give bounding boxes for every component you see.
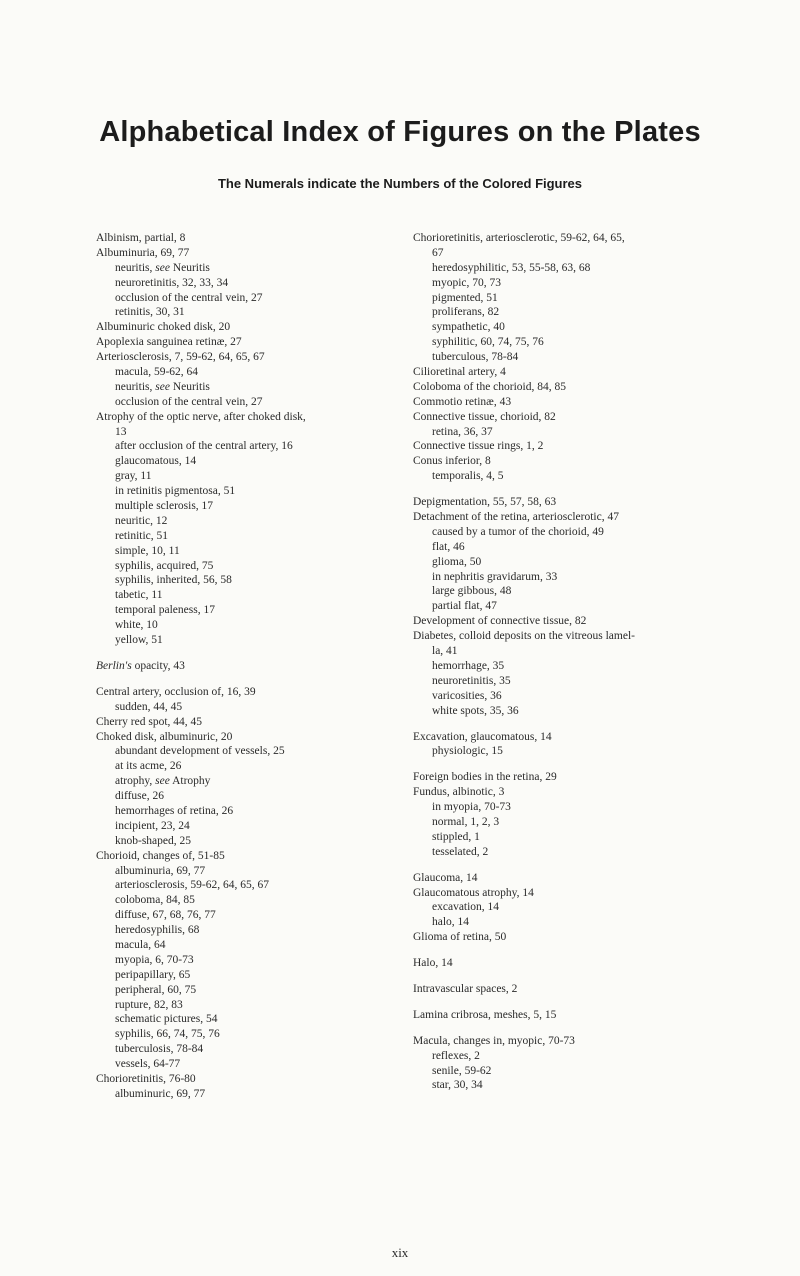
entry-text: normal, 1, 2, 3 xyxy=(432,815,500,828)
index-subentry xyxy=(96,395,406,410)
entry-text: after occlusion of the central artery, 16 xyxy=(115,440,293,453)
index-entry xyxy=(96,849,406,864)
index-subentry xyxy=(413,830,758,845)
index-subentry xyxy=(96,804,406,819)
index-subentry xyxy=(413,659,758,674)
index-subentry xyxy=(96,700,406,715)
entry-text: 67 xyxy=(432,246,444,259)
entry-gap xyxy=(413,945,758,956)
entry-text: flat, 46 xyxy=(432,540,465,553)
entry-text: neuritis, xyxy=(115,380,156,393)
index-entry xyxy=(413,1008,758,1023)
index-subentry xyxy=(413,915,758,930)
index-subentry xyxy=(96,1057,406,1072)
index-entry xyxy=(413,886,758,901)
index-subentry xyxy=(413,674,758,689)
entry-text: sympathetic, 40 xyxy=(432,321,505,334)
index-subentry xyxy=(96,1087,406,1102)
entry-text: sudden, 44, 45 xyxy=(115,700,183,713)
entry-text: pigmented, 51 xyxy=(432,291,498,304)
entry-text: in myopia, 70-73 xyxy=(432,801,511,814)
entry-text: Glioma of retina, 50 xyxy=(413,931,507,944)
index-subentry xyxy=(96,759,406,774)
index-entry xyxy=(413,770,758,785)
entry-gap xyxy=(413,971,758,982)
entry-text: coloboma, 84, 85 xyxy=(115,894,195,907)
entry-text: proliferans, 82 xyxy=(432,306,500,319)
entry-text: excavation, 14 xyxy=(432,901,500,914)
entry-text: Apoplexia sanguinea retinæ, 27 xyxy=(96,336,242,349)
index-subentry xyxy=(413,815,758,830)
entry-text: Coloboma of the chorioid, 84, 85 xyxy=(413,380,566,393)
index-entry xyxy=(413,614,758,629)
index-subentry xyxy=(413,1078,758,1093)
entry-text: Albuminuria, 69, 77 xyxy=(96,246,190,259)
entry-text: syphilis, acquired, 75 xyxy=(115,559,214,572)
entry-text: schematic pictures, 54 xyxy=(115,1013,218,1026)
index-subentry xyxy=(96,603,406,618)
entry-text: occlusion of the central vein, 27 xyxy=(115,395,263,408)
entry-text: reflexes, 2 xyxy=(432,1049,480,1062)
entry-text: Chorioid, changes of, 51-85 xyxy=(96,849,225,862)
entry-text: peripheral, 60, 75 xyxy=(115,983,197,996)
index-subentry xyxy=(413,335,758,350)
index-entry xyxy=(413,380,758,395)
entry-text: tuberculosis, 78-84 xyxy=(115,1043,204,1056)
entry-text: syphilis, inherited, 56, 58 xyxy=(115,574,232,587)
index-entry xyxy=(413,439,758,454)
entry-gap xyxy=(413,997,758,1008)
entry-text: atrophy, xyxy=(115,775,156,788)
entry-text: at its acme, 26 xyxy=(115,760,182,773)
index-subentry xyxy=(413,704,758,719)
index-subentry xyxy=(96,544,406,559)
entry-text: temporalis, 4, 5 xyxy=(432,470,504,483)
entry-text: neuroretinitis, 32, 33, 34 xyxy=(115,276,229,289)
entry-text: glaucomatous, 14 xyxy=(115,455,197,468)
index-subentry xyxy=(96,998,406,1013)
entry-text: Albinism, partial, 8 xyxy=(96,232,186,244)
entry-text: tesselated, 2 xyxy=(432,845,489,858)
entry-text: myopia, 6, 70-73 xyxy=(115,953,194,966)
entry-text: Connective tissue rings, 1, 2 xyxy=(413,440,544,453)
entry-gap xyxy=(96,648,406,659)
entry-text: hemorrhages of retina, 26 xyxy=(115,804,234,817)
entry-text: Detachment of the retina, arteriosclerotic, 47 xyxy=(413,511,619,524)
entry-text: Depigmentation, 55, 57, 58, 63 xyxy=(413,496,557,509)
entry-text: Macula, changes in, myopic, 70-73 xyxy=(413,1034,575,1047)
index-subentry xyxy=(96,633,406,648)
entry-text: abundant development of vessels, 25 xyxy=(115,745,285,758)
entry-text: incipient, 23, 24 xyxy=(115,819,190,832)
entry-text: macula, 64 xyxy=(115,938,166,951)
index-subentry xyxy=(96,499,406,514)
index-subentry xyxy=(413,246,758,261)
entry-text: glioma, 50 xyxy=(432,555,482,568)
index-subentry xyxy=(413,845,758,860)
index-entry xyxy=(413,956,758,971)
index-subentry xyxy=(96,819,406,834)
entry-text-after: Neuritis xyxy=(169,261,210,274)
entry-text: Halo, 14 xyxy=(413,957,453,970)
index-subentry xyxy=(413,525,758,540)
index-entry xyxy=(96,730,406,745)
entry-text: tabetic, 11 xyxy=(115,589,163,602)
index-subentry xyxy=(413,570,758,585)
index-subentry xyxy=(96,908,406,923)
index-column-left xyxy=(96,231,406,1102)
entry-text: white spots, 35, 36 xyxy=(432,704,519,717)
index-subentry xyxy=(96,789,406,804)
entry-text: Chorioretinitis, 76-80 xyxy=(96,1072,196,1085)
index-subentry xyxy=(96,454,406,469)
index-entry xyxy=(96,1072,406,1087)
index-entry xyxy=(96,685,406,700)
index-subentry xyxy=(96,1012,406,1027)
page-subtitle: The Numerals indicate the Numbers of the Colored Figures xyxy=(217,176,583,191)
entry-text: neuritic, 12 xyxy=(115,514,168,527)
entry-emphasis: see xyxy=(155,775,170,788)
entry-gap xyxy=(413,759,758,770)
entry-text: myopic, 70, 73 xyxy=(432,276,501,289)
index-subentry xyxy=(96,276,406,291)
entry-text: temporal paleness, 17 xyxy=(115,604,215,617)
entry-text: stippled, 1 xyxy=(432,830,480,843)
index-entry xyxy=(96,410,406,425)
entry-text: rupture, 82, 83 xyxy=(115,998,183,1011)
index-entry xyxy=(413,730,758,745)
index-subentry xyxy=(413,800,758,815)
index-entry xyxy=(413,785,758,800)
entry-emphasis: see xyxy=(155,380,170,393)
index-subentry xyxy=(413,900,758,915)
entry-text: Intravascular spaces, 2 xyxy=(413,982,518,995)
index-subentry xyxy=(96,380,406,395)
entry-text: macula, 59-62, 64 xyxy=(115,366,199,379)
index-subentry xyxy=(413,320,758,335)
index-subentry xyxy=(96,588,406,603)
index-subentry xyxy=(413,744,758,759)
entry-text: Arteriosclerosis, 7, 59-62, 64, 65, 67 xyxy=(96,351,265,364)
entry-text: Fundus, albinotic, 3 xyxy=(413,786,505,799)
index-entry xyxy=(96,231,406,246)
index-entry xyxy=(96,320,406,335)
index-entry xyxy=(413,395,758,410)
page-number: xix xyxy=(391,1245,409,1260)
entry-text-after: Neuritis xyxy=(169,380,210,393)
index-subentry xyxy=(96,618,406,633)
entry-text: syphilis, 66, 74, 75, 76 xyxy=(115,1028,220,1041)
entry-text: caused by a tumor of the chorioid, 49 xyxy=(432,525,604,538)
entry-text: Atrophy of the optic nerve, after choked disk, xyxy=(96,410,306,423)
index-subentry xyxy=(96,1027,406,1042)
entry-text: Chorioretinitis, arteriosclerotic, 59-62, 64, 65, xyxy=(413,232,625,244)
index-subentry xyxy=(96,365,406,380)
entry-text: retina, 36, 37 xyxy=(432,425,493,438)
index-subentry xyxy=(96,514,406,529)
index-subentry xyxy=(96,983,406,998)
entry-text: Cherry red spot, 44, 45 xyxy=(96,715,203,728)
entry-text: knob-shaped, 25 xyxy=(115,834,192,847)
entry-gap xyxy=(96,674,406,685)
index-subentry xyxy=(96,834,406,849)
entry-text: la, 41 xyxy=(432,645,458,658)
entry-text: Cilioretinal artery, 4 xyxy=(413,366,506,379)
index-subentry xyxy=(413,540,758,555)
entry-text: Glaucoma, 14 xyxy=(413,871,478,884)
index-entry xyxy=(413,982,758,997)
entry-text: 13 xyxy=(115,425,127,438)
index-subentry xyxy=(96,864,406,879)
entry-text: diffuse, 26 xyxy=(115,790,164,803)
index-subentry xyxy=(413,599,758,614)
index-subentry xyxy=(413,305,758,320)
index-subentry xyxy=(96,923,406,938)
entry-text: retinitic, 51 xyxy=(115,529,169,542)
entry-text: white, 10 xyxy=(115,619,158,632)
entry-gap xyxy=(413,860,758,871)
entry-text: Albuminuric choked disk, 20 xyxy=(96,321,231,334)
entry-text: Foreign bodies in the retina, 29 xyxy=(413,771,557,784)
entry-text: large gibbous, 48 xyxy=(432,585,512,598)
entry-text: Conus inferior, 8 xyxy=(413,455,491,468)
index-entry xyxy=(96,335,406,350)
entry-text: in retinitis pigmentosa, 51 xyxy=(115,485,236,498)
entry-text: albuminuria, 69, 77 xyxy=(115,864,206,877)
entry-text: yellow, 51 xyxy=(115,634,163,647)
entry-text: Diabetes, colloid deposits on the vitreous lamel- xyxy=(413,630,635,643)
entry-gap xyxy=(413,1023,758,1034)
index-subentry xyxy=(96,291,406,306)
index-entry xyxy=(96,246,406,261)
entry-text: senile, 59-62 xyxy=(432,1064,492,1077)
entry-text: arteriosclerosis, 59-62, 64, 65, 67 xyxy=(115,879,269,892)
index-subentry xyxy=(96,774,406,789)
entry-text: star, 30, 34 xyxy=(432,1079,483,1092)
entry-text: diffuse, 67, 68, 76, 77 xyxy=(115,909,216,922)
index-entry xyxy=(96,350,406,365)
entry-text: varicosities, 36 xyxy=(432,689,502,702)
index-entry xyxy=(413,365,758,380)
index-subentry xyxy=(413,1064,758,1079)
index-subentry xyxy=(413,261,758,276)
entry-text: occlusion of the central vein, 27 xyxy=(115,291,263,304)
entry-text: hemorrhage, 35 xyxy=(432,659,505,672)
entry-text: halo, 14 xyxy=(432,916,470,929)
index-subentry xyxy=(96,261,406,276)
index-subentry xyxy=(413,469,758,484)
index-subentry xyxy=(96,425,406,440)
entry-text: in nephritis gravidarum, 33 xyxy=(432,570,558,583)
entry-text: peripapillary, 65 xyxy=(115,968,191,981)
entry-text-after: Atrophy xyxy=(169,775,211,788)
index-subentry xyxy=(413,276,758,291)
entry-text: Excavation, glaucomatous, 14 xyxy=(413,730,552,743)
index-subentry xyxy=(96,439,406,454)
index-entry xyxy=(413,231,758,246)
index-entry xyxy=(96,715,406,730)
index-subentry xyxy=(413,1049,758,1064)
index-subentry xyxy=(96,953,406,968)
entry-text: Development of connective tissue, 82 xyxy=(413,615,587,628)
entry-text: Central artery, occlusion of, 16, 39 xyxy=(96,685,256,698)
index-subentry xyxy=(413,350,758,365)
entry-text: Connective tissue, chorioid, 82 xyxy=(413,410,556,423)
index-entry xyxy=(413,495,758,510)
index-entry xyxy=(413,930,758,945)
entry-text: heredosyphilitic, 53, 55-58, 63, 68 xyxy=(432,261,591,274)
index-subentry xyxy=(96,1042,406,1057)
entry-text: syphilitic, 60, 74, 75, 76 xyxy=(432,336,544,349)
entry-text: neuroretinitis, 35 xyxy=(432,674,511,687)
index-entry xyxy=(413,871,758,886)
index-entry xyxy=(413,1034,758,1049)
entry-text: physiologic, 15 xyxy=(432,745,503,758)
entry-text: tuberculous, 78-84 xyxy=(432,351,519,364)
index-subentry xyxy=(96,938,406,953)
entry-text: neuritis, xyxy=(115,261,156,274)
index-subentry xyxy=(96,878,406,893)
index-subentry xyxy=(96,893,406,908)
entry-text: Glaucomatous atrophy, 14 xyxy=(413,886,534,899)
index-subentry xyxy=(96,744,406,759)
index-column-right xyxy=(413,231,758,1093)
index-entry xyxy=(96,659,406,674)
entry-text: heredosyphilis, 68 xyxy=(115,924,200,937)
entry-gap xyxy=(413,484,758,495)
entry-emphasis: see xyxy=(155,261,170,274)
entry-text: multiple sclerosis, 17 xyxy=(115,500,214,513)
index-subentry xyxy=(96,305,406,320)
index-entry xyxy=(413,454,758,469)
entry-text: Choked disk, albuminuric, 20 xyxy=(96,730,233,743)
index-subentry xyxy=(96,559,406,574)
index-subentry xyxy=(413,584,758,599)
entry-emphasis: Berlin's xyxy=(96,659,132,672)
page-title: Alphabetical Index of Figures on the Plates xyxy=(99,116,701,148)
index-subentry xyxy=(96,484,406,499)
entry-text: Commotio retinæ, 43 xyxy=(413,395,512,408)
entry-text: retinitis, 30, 31 xyxy=(115,306,185,319)
index-subentry xyxy=(413,291,758,306)
entry-text: albuminuric, 69, 77 xyxy=(115,1087,206,1100)
entry-gap xyxy=(413,719,758,730)
index-subentry xyxy=(413,644,758,659)
index-entry xyxy=(413,629,758,644)
entry-text: simple, 10, 11 xyxy=(115,544,180,557)
entry-text: partial flat, 47 xyxy=(432,600,497,613)
index-subentry xyxy=(413,555,758,570)
entry-text: vessels, 64-77 xyxy=(115,1058,181,1071)
entry-text: gray, 11 xyxy=(115,470,152,483)
index-subentry xyxy=(96,968,406,983)
index-subentry xyxy=(96,469,406,484)
index-subentry xyxy=(413,689,758,704)
index-entry xyxy=(413,510,758,525)
index-subentry xyxy=(413,425,758,440)
entry-text: Lamina cribrosa, meshes, 5, 15 xyxy=(413,1008,557,1021)
index-entry xyxy=(413,410,758,425)
index-subentry xyxy=(96,573,406,588)
index-subentry xyxy=(96,529,406,544)
entry-text-after: opacity, 43 xyxy=(131,659,185,672)
